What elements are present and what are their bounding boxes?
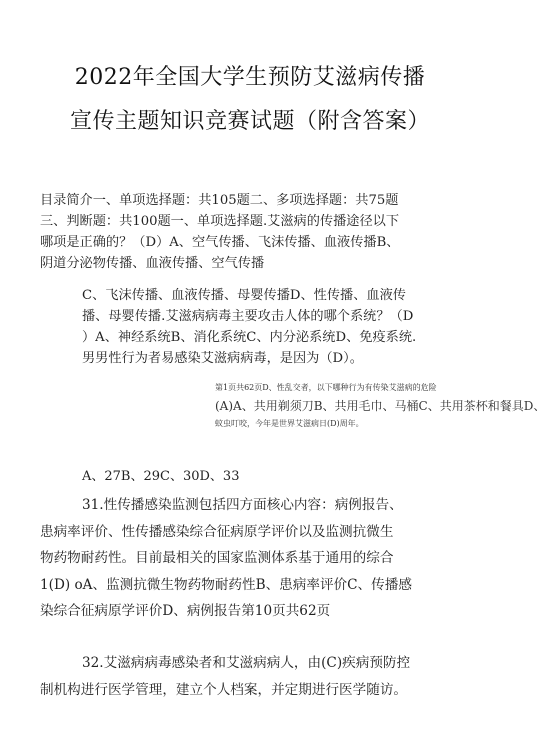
document-title-line-1: 2022年全国大学生预防艾滋病传播	[74, 65, 426, 90]
question-line: 31.性传播感染监测包括四方面核心内容：病例报告、	[82, 497, 403, 513]
answer-options-row: A、27B、29C、30D、33	[82, 469, 240, 484]
intro-line: 阴道分泌物传播、血液传播、空气传播	[40, 256, 265, 271]
inset-line: 第1页共62页D、性乱交者，以下哪种行为有传染艾滋病的危险	[215, 383, 437, 392]
question-line: 患病率评价、性传播感染综合征病原学评价以及监测抗微生	[40, 523, 394, 540]
question-line: ）A、神经系统B、消化系统C、内分泌系统D、免疫系统.	[82, 330, 417, 345]
intro-line: 哪项是正确的？（D）A、空气传播、飞沫传播、血液传播B、	[40, 235, 400, 250]
question-line: 播、母婴传播.艾滋病病毒主要攻击人体的哪个系统？（D	[82, 309, 414, 324]
intro-line: 目录简介一、单项选择题：共105题二、多项选择题：共75题	[40, 193, 399, 208]
question-line: 制机构进行医学管理，建立个人档案，并定期进行医学随访。	[40, 681, 408, 698]
question-line: 物药物耐药性。目前最相关的国家监测体系基于通用的综合	[40, 550, 394, 566]
intro-paragraph	[40, 190, 465, 274]
question-line: 染综合征病原学评价D、病例报告第10页共62页	[40, 603, 331, 619]
question-line: 32.艾滋病病毒感染者和艾滋病病人，由(C)疾病预防控	[82, 655, 411, 671]
question-31-paragraph	[40, 492, 460, 625]
inset-line: (A)A、共用剃须刀B、共用毛巾、马桶C、共用茶杯和餐具D、	[215, 399, 545, 413]
question-line: 男男性行为者易感染艾滋病病毒，是因为（D）。	[82, 351, 363, 366]
intro-line: 三、判断题：共100题一、单项选择题.艾滋病的传播途径以下	[40, 214, 400, 229]
document-title-line-2: 宣传主题知识竞赛试题（附含答案）	[69, 109, 430, 134]
question-line: 1(D) oA、监测抗微生物药物耐药性B、患病率评价C、传播感	[40, 576, 412, 593]
question-line: C、飞沫传播、血液传播、母婴传播D、性传播、血液传	[82, 288, 406, 303]
question-continued-paragraph	[82, 285, 466, 369]
question-32-paragraph	[40, 650, 460, 703]
inset-line: 蚊虫叮咬，今年是世界艾滋病日(D)周年。	[215, 419, 364, 428]
inset-page-fragment	[215, 382, 545, 430]
